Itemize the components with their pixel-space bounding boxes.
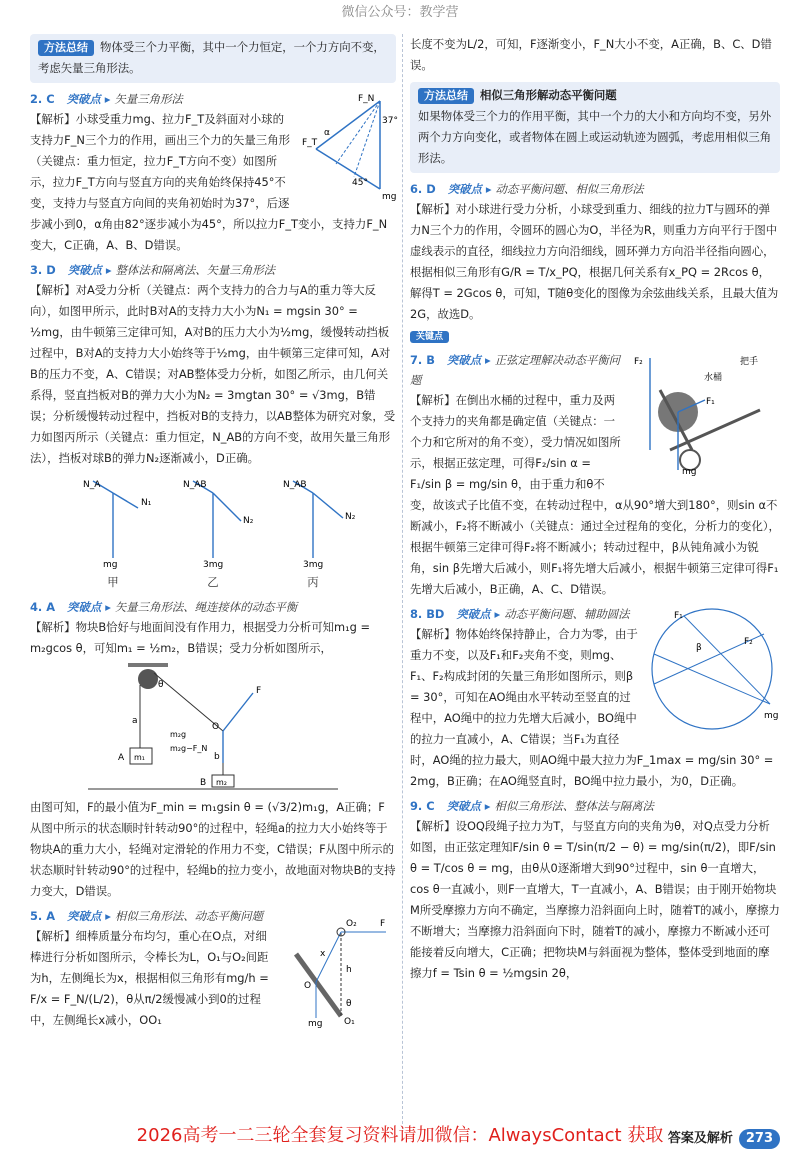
q7-topics: 正弦定理解决动态平衡问题 — [410, 353, 621, 387]
q3-fig-N2-yi: N₂ — [243, 516, 254, 526]
q7-fig-bucket: 水桶 — [704, 373, 723, 383]
q4-pulley-diagram — [88, 663, 338, 793]
q4-breakthrough-label: 突破点 — [67, 600, 102, 614]
q6-heading: 6. D 突破点 ▸ 动态平衡问题、相似三角形法 — [410, 182, 644, 196]
q4-fig-a: a — [132, 716, 138, 726]
page-number-badge: 273 — [739, 1129, 780, 1149]
q3-fig-N1: N₁ — [141, 498, 152, 508]
q2-breakthrough-label: 突破点 — [66, 92, 101, 106]
q8-body: 【解析】物体始终保持静止，合力为零，由于重力不变，以及F₁和F₂夹角不变，则mg、F₁、F₂构成封闭的矢量三角形如图所示，则β = 30°，可知在AO绳由水平转动至竖直的过程中，AO绳中的拉力先增大后减小，BO绳中的拉力一直减小，A、C错误；当F₁为直径时，AO绳的拉力最大，则AO绳中最大拉力为F_1max = mg/sin 30° = 2mg，B正确；在AO绳竖直时，BO绳中拉力最小，为0，D正确。 — [410, 627, 774, 788]
q4-fig-A: A — [118, 753, 125, 763]
q7-fig-F1: F₁ — [706, 397, 715, 407]
q6-topics: 动态平衡问题、相似三角形法 — [495, 182, 644, 196]
q3-fig-NAB-bing: N_AB — [283, 480, 307, 490]
q9-topics: 相似三角形法、整体法与隔离法 — [494, 799, 654, 813]
q5-fig-theta: θ — [346, 999, 352, 1009]
q3-topics: 整体法和隔离法、矢量三角形法 — [115, 263, 276, 277]
q4-fig-m2g: m₂g — [170, 730, 187, 739]
left-column — [30, 34, 396, 1031]
q3-breakthrough-label: 突破点 — [67, 263, 102, 277]
q3-caption-yi: 乙 — [207, 575, 219, 589]
method-summary-box — [30, 34, 396, 83]
q7-fig-F2: F₂ — [634, 357, 643, 367]
q2-number: 2. C — [30, 92, 55, 106]
q6-keypoint-badge: 关键点 — [410, 331, 449, 343]
q5-fig-F: F — [380, 919, 386, 929]
q4-fig-b: b — [214, 752, 220, 762]
q8-number: 8. BD — [410, 607, 445, 621]
q4-heading: 4. A 突破点 ▸ 矢量三角形法、绳连接体的动态平衡 — [30, 600, 298, 614]
answer-q4 — [30, 597, 396, 902]
q4-body-part1: 【解析】物块B恰好与地面间没有作用力，根据受力分析可知m₁g = m₂gcos θ，可知m₁ = ½m₂，B错误；受力分析如图所示， — [30, 620, 371, 655]
q2-fig-FT: F_T — [302, 138, 318, 148]
q2-heading: 2. C 突破点 ▸ 矢量三角形法 — [30, 92, 183, 106]
q4-fig-theta: θ — [158, 680, 164, 690]
method-summary-text: 物体受三个力平衡，其中一个力恒定，一个力方向不变，考虑矢量三角形法。 — [38, 40, 385, 75]
q6-breakthrough-label: 突破点 — [447, 182, 482, 196]
q5-fig-O: O — [304, 981, 312, 991]
q7-wheelbarrow-diagram — [630, 350, 780, 476]
q3-caption-bing: 丙 — [307, 575, 319, 589]
q5-body: 【解析】细棒质量分布均匀，重心在O点，对细棒进行分析如图所示，令棒长为L，O₁与O₂间距为h，左侧绳长为x，根据相似三角形有mg/h = F/x = F_N/(L/2)，θ从π/2缓慢减小到0的过程中，左侧绳长x减小，OO₁ — [30, 929, 269, 1027]
q5-fig-O1: O₁ — [344, 1017, 355, 1027]
q9-body: 【解析】设OQ段绳子拉力为T，与竖直方向的夹角为θ，对Q点受力分析如图，由正弦定理知F/sin θ = T/sin(π/2 − θ) = mg/sin(π/2)，即F/sin θ = T/cos θ = mg，由θ从0逐渐增大到90°过程中，sin θ一直增大，cos θ一直减小，则F一直增大，T一直减小，A、B错误；由于刚开始物块M所受摩擦力方向不确定，当摩擦力沿斜面向上时，随着T的减小，摩擦力不断增大；当摩擦力沿斜面向下时，随着T的减小，摩擦力不断减小还可能接着反向增大，C正确；把物块M与斜面视为整体，整体受到地面的摩擦力f = Tsin θ = ½mgsin 2θ， — [410, 819, 780, 980]
q2-body: 【解析】小球受重力mg、拉力F_T及斜面对小球的支持力F_N三个力的作用，画出三个力的矢量三角形（关键点：重力恒定，拉力F_T方向不变）如图所示，拉力F_T方向与竖直方向的夹角始终保持45°不变，支持力与竖直方向间的夹角初始时为37°，后逐步减小到0，α角由82°逐步减小为45°，所以拉力F_T变小，支持力F_N变大，C正确，A、B、D错误。 — [30, 112, 388, 252]
q4-topics: 矢量三角形法、绳连接体的动态平衡 — [114, 600, 298, 614]
q8-topics: 动态平衡问题、辅助圆法 — [504, 607, 630, 621]
similar-triangle-summary-box — [410, 82, 780, 173]
answer-q6 — [410, 179, 780, 346]
q2-fig-FN: F_N — [358, 94, 375, 104]
q3-fig-NA: N_A — [83, 480, 101, 490]
q4-fig-O: O — [212, 722, 220, 732]
q3-caption-jia: 甲 — [107, 575, 119, 589]
answer-q8 — [410, 604, 780, 792]
q5-body-continued: 长度不变为L/2，可知，F逐渐变小，F_N大小不变，A正确，B、C、D错误。 — [410, 37, 772, 72]
answer-q7 — [410, 350, 780, 600]
page-header-title: 微信公众号：教学营 — [341, 5, 459, 20]
page-footer — [668, 1128, 780, 1149]
q6-body: 【解析】对小球进行受力分析，小球受到重力、细线的拉力T与圆环的弹力N三个力的作用，令圆环的圆心为O，半径为R，则重力方向平行于图中虚线表示的直径，细线拉力方向沿细线，圆环弹力方向沿半径指向圆心，根据相似三角形有G/R = T/x_PQ，根据几何关系有x_PQ = 2Rcos θ，解得T = 2Gcos θ，可知，T随θ变化的图像为余弦曲线关系，且最大值为2G，故选D。 — [410, 202, 779, 321]
q5-fig-x: x — [320, 949, 326, 959]
answer-q5 — [30, 906, 396, 1031]
q2-force-triangle-diagram — [296, 89, 396, 201]
q5-rod-diagram — [276, 906, 396, 1029]
similar-summary-tag: 方法总结 — [418, 88, 474, 104]
q3-fig-3mg-bing: 3mg — [303, 560, 324, 570]
q7-body: 【解析】在倒出水桶的过程中，重力及两个支持力的夹角都是确定值（关键点：一个力和它所对的角不变），受力情况如图所示，根据正弦定理，可得F₂/sin α = F₁/sin β = mg/sin θ，由于重力和θ不变，故该式子比值不变，在转动过程中，α从90°增大到180°，则sin α不断减小，F₂将不断减小（关键点：通过全过程角的变化，分析力的变化），根据牛顿第三定律可得F₂将不断减小；转动过程中，β从钝角减小为锐角，sin β先增大后减小，则F₁将先增大后减小，根据牛顿第三定律可得F₁先增大后减小，B正确，A、C、D错误。 — [410, 393, 780, 596]
q2-fig-45: 45° — [352, 178, 368, 188]
similar-summary-text: 如果物体受三个力的作用平衡，其中一个力的大小和方向均不变，另外两个力方向变化，或者物体在圆上或运动轨迹为圆弧，考虑用相似三角形法。 — [418, 109, 772, 165]
q5-breakthrough-label: 突破点 — [67, 909, 102, 923]
q4-fig-B: B — [200, 778, 207, 788]
q3-fig-N2-bing: N₂ — [345, 512, 356, 522]
q4-fig-m1: m₁ — [134, 753, 145, 762]
q3-fig-NAB: N_AB — [183, 480, 207, 490]
q6-number: 6. D — [410, 182, 436, 196]
q5-fig-h: h — [346, 965, 352, 975]
q3-body: 【解析】对A受力分析（关键点：两个支持力的合力与A的重力等大反向），如图甲所示，此时B对A的支持力大小为N₁ = mgsin 30° = ½mg，由牛顿第三定律可知，A对B的压力大小为½mg，缓慢转动挡板过程中，B对A的支持力大小始终等于½mg，由牛顿第三定律可知，A对B的压力不变，A、C错误；对AB整体受力分析，如图乙所示，由几何关系得，竖直挡板对B的弹力大小为N₂ = 3mgtan 30° = √3mg，B错误；分析缓慢转动过程中，挡板对B的支持力，以AB整体为研究对象，受力如图丙所示（关键点：重力恒定，N_AB的方向不变，故用矢量三角形法），挡板对球B的弹力N₂逐渐减小，D正确。 — [30, 283, 396, 465]
answer-q9 — [410, 796, 780, 984]
q3-fig-mg: mg — [103, 560, 118, 570]
q4-number: 4. A — [30, 600, 56, 614]
q2-fig-alpha: α — [324, 128, 330, 138]
q8-auxiliary-circle-diagram — [644, 604, 780, 734]
q4-fig-F: F — [256, 686, 262, 696]
q2-fig-37: 37° — [382, 116, 398, 126]
footer-section-label: 答案及解析 — [667, 1131, 733, 1146]
q7-number: 7. B — [410, 353, 435, 367]
q8-heading: 8. BD 突破点 ▸ 动态平衡问题、辅助圆法 — [410, 607, 630, 621]
q9-number: 9. C — [410, 799, 435, 813]
q7-fig-mg: mg — [682, 467, 697, 477]
q5-number: 5. A — [30, 909, 56, 923]
q8-breakthrough-label: 突破点 — [456, 607, 491, 621]
column-divider — [402, 34, 403, 1129]
q4-body-part2: 由图可知，F的最小值为F_min = m₁gsin θ = (√3/2)m₁g，A正确；F从图中所示的状态顺时针转动90°的过程中，轻绳a的拉力大小始终等于物块A的重力大小，轻绳对定滑轮的作用力不变，C错误；F从图中所示的状态顺时针转动90°的过程中，轻绳b的拉力变小，故地面对物块B的支持力变大，D错误。 — [30, 800, 396, 898]
q9-heading: 9. C 突破点 ▸ 相似三角形法、整体法与隔离法 — [410, 799, 654, 813]
q3-number: 3. D — [30, 263, 56, 277]
q5-fig-mg: mg — [308, 1019, 323, 1029]
q4-fig-m2: m₂ — [216, 778, 227, 787]
q8-fig-beta: β — [696, 643, 702, 653]
q9-breakthrough-label: 突破点 — [446, 799, 481, 813]
q3-fig-3mg-yi: 3mg — [203, 560, 224, 570]
q4-fig-m2gF: m₂g−F_N — [170, 744, 208, 753]
q8-fig-F2: F₂ — [744, 637, 753, 647]
method-summary-tag: 方法总结 — [38, 40, 94, 56]
q5-fig-O2: O₂ — [346, 919, 357, 929]
q8-fig-mg: mg — [764, 711, 779, 721]
q2-fig-mg: mg — [382, 192, 397, 202]
similar-summary-title: 相似三角形解动态平衡问题 — [480, 88, 617, 102]
q5-topics: 相似三角形法、动态平衡问题 — [114, 909, 263, 923]
footer-advertisement: 2026高考一二三轮全套复习资料请加微信：AlwaysContact 获取 — [136, 1125, 664, 1146]
q3-force-diagrams — [63, 473, 363, 568]
q7-breakthrough-label: 突破点 — [446, 353, 482, 367]
right-column — [410, 34, 780, 984]
q8-fig-F1: F₁ — [674, 611, 683, 621]
q3-figure-captions — [63, 572, 363, 593]
q3-heading: 3. D 突破点 ▸ 整体法和隔离法、矢量三角形法 — [30, 263, 276, 277]
answer-q3 — [30, 260, 396, 593]
q7-heading: 7. B 突破点 ▸ 正弦定理解决动态平衡问题 — [410, 353, 621, 387]
answer-q2 — [30, 89, 396, 256]
q7-fig-handle: 把手 — [740, 357, 759, 367]
q2-topics: 矢量三角形法 — [114, 92, 183, 106]
q5-heading: 5. A 突破点 ▸ 相似三角形法、动态平衡问题 — [30, 909, 263, 923]
